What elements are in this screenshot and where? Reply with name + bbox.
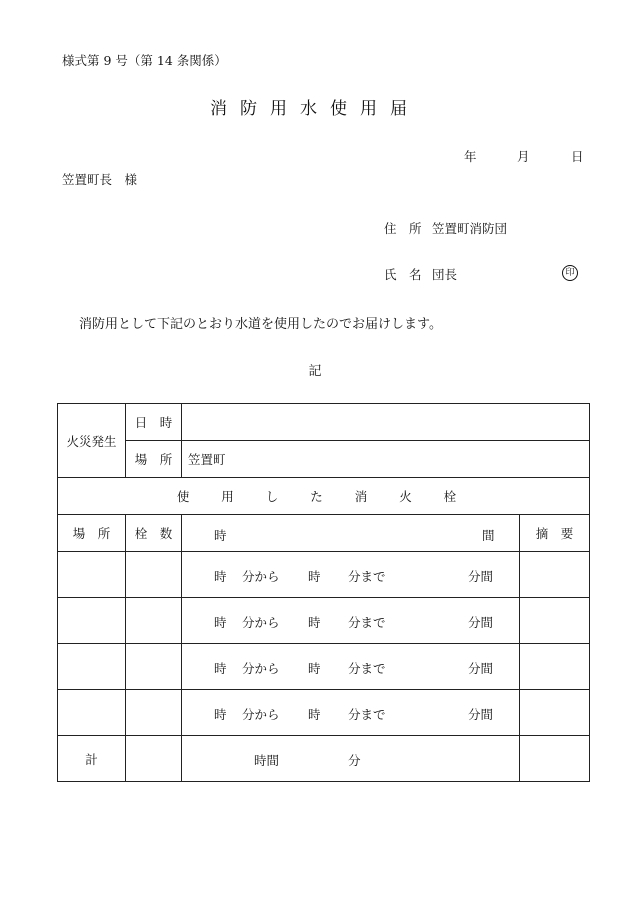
row-duration: 分間: [468, 615, 494, 630]
name-label: 氏 名: [384, 267, 422, 282]
col-remarks: 摘 要: [520, 515, 590, 552]
document-title: 消防用水使用届: [210, 99, 420, 119]
row-duration: 分間: [468, 569, 494, 584]
row-remarks-cell[interactable]: [520, 690, 590, 736]
total-minutes-label: 分: [348, 753, 361, 768]
row-remarks-cell[interactable]: [520, 644, 590, 690]
row-place-cell[interactable]: [58, 644, 126, 690]
table-row: [58, 690, 590, 736]
fire-place-label: 場 所: [126, 441, 182, 478]
address-value: 笠置町消防団: [432, 221, 508, 236]
hydrant-usage-table: [57, 403, 590, 782]
row-remarks-cell[interactable]: [520, 598, 590, 644]
total-hours-label: 時間: [254, 753, 280, 768]
row-count-cell[interactable]: [126, 598, 182, 644]
total-row: [58, 736, 590, 782]
name-value: 団長: [432, 267, 458, 282]
row-end-minute: 分まで: [348, 661, 386, 676]
row-start-hour: 時: [214, 615, 227, 630]
seal-mark: 印: [562, 265, 578, 281]
date-year-label: 年: [464, 149, 477, 164]
row-end-minute: 分まで: [348, 707, 386, 722]
table-row: [58, 552, 590, 598]
hydrant-section-title: 使 用 し た 消 火 栓: [58, 478, 590, 515]
row-end-hour: 時: [308, 569, 321, 584]
total-count-cell[interactable]: [126, 736, 182, 782]
date-day-label: 日: [571, 149, 584, 164]
fire-datetime-row: [58, 404, 590, 441]
col-place: 場 所: [58, 515, 126, 552]
row-end-hour: 時: [308, 615, 321, 630]
total-remarks-cell[interactable]: [520, 736, 590, 782]
row-remarks-cell[interactable]: [520, 552, 590, 598]
row-count-cell[interactable]: [126, 690, 182, 736]
column-header-row: [58, 515, 590, 552]
row-start-hour: 時: [214, 707, 227, 722]
total-time-cell[interactable]: [182, 736, 520, 782]
col-time-left: 時: [214, 528, 227, 543]
hydrant-section-row: [58, 478, 590, 515]
row-duration: 分間: [468, 707, 494, 722]
row-start-minute: 分から: [242, 661, 280, 676]
row-time-cell[interactable]: [182, 552, 520, 598]
row-count-cell[interactable]: [126, 552, 182, 598]
table-row: [58, 598, 590, 644]
row-start-hour: 時: [214, 661, 227, 676]
row-start-hour: 時: [214, 569, 227, 584]
fire-label: 火災発生: [58, 404, 126, 478]
total-label: 計: [58, 736, 126, 782]
col-time-right: 間: [482, 528, 495, 543]
row-time-cell[interactable]: [182, 690, 520, 736]
fire-datetime-value[interactable]: [182, 404, 590, 441]
row-place-cell[interactable]: [58, 598, 126, 644]
fire-place-value[interactable]: 笠置町: [182, 441, 590, 478]
date-month-label: 月: [517, 149, 530, 164]
row-start-minute: 分から: [242, 707, 280, 722]
row-start-minute: 分から: [242, 569, 280, 584]
row-end-hour: 時: [308, 707, 321, 722]
row-end-hour: 時: [308, 661, 321, 676]
row-place-cell[interactable]: [58, 552, 126, 598]
fire-datetime-label: 日 時: [126, 404, 182, 441]
row-start-minute: 分から: [242, 615, 280, 630]
address-label: 住 所: [384, 221, 422, 236]
ki-heading: 記: [308, 364, 322, 379]
row-end-minute: 分まで: [348, 569, 386, 584]
fire-place-row: [58, 441, 590, 478]
table-row: [58, 644, 590, 690]
row-place-cell[interactable]: [58, 690, 126, 736]
addressee: 笠置町長 様: [62, 172, 138, 187]
row-duration: 分間: [468, 661, 494, 676]
row-time-cell[interactable]: [182, 644, 520, 690]
row-end-minute: 分まで: [348, 615, 386, 630]
row-time-cell[interactable]: [182, 598, 520, 644]
statement-text: 消防用として下記のとおり水道を使用したのでお届けします。: [79, 317, 442, 332]
row-count-cell[interactable]: [126, 644, 182, 690]
form-number: 様式第 9 号（第 14 条関係）: [62, 53, 227, 68]
col-count: 栓 数: [126, 515, 182, 552]
col-time: [182, 515, 520, 552]
